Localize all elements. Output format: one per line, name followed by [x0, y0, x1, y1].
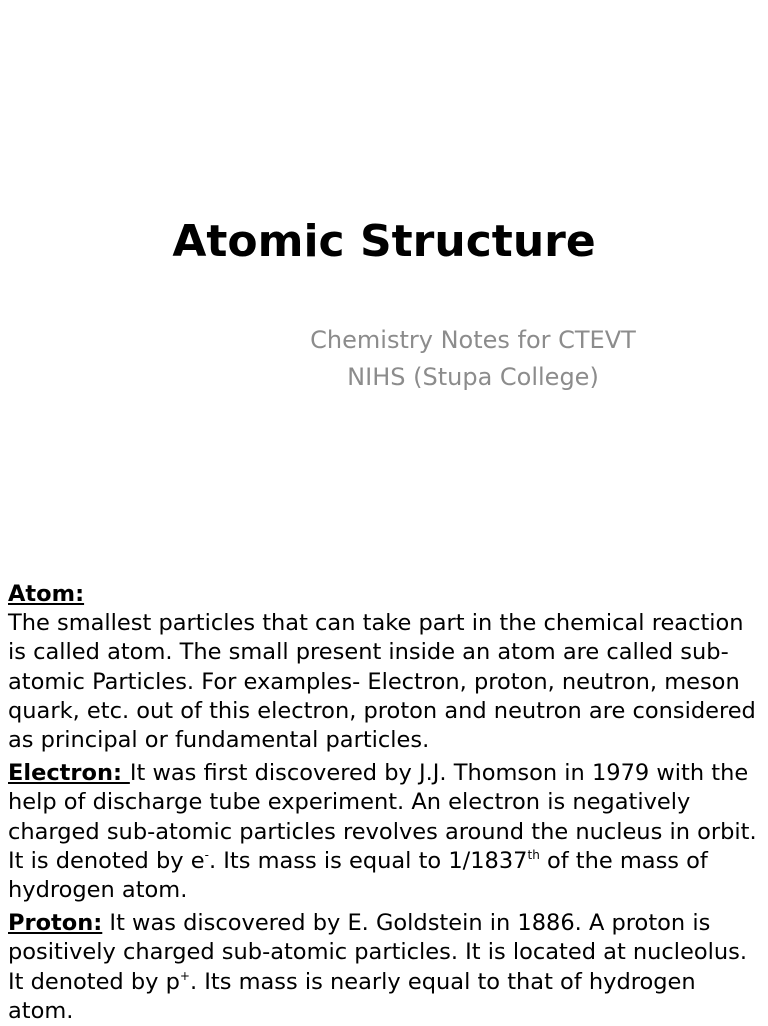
subtitle	[190, 322, 756, 396]
electron-heading: Electron:	[8, 760, 130, 787]
proton-heading: Proton:	[8, 910, 103, 937]
proton-text-part-1: It was discovered by E. Goldstein in 1886. A proton is positively charged sub-atomic particles. It is located at nucleolus. It denoted by p	[8, 910, 748, 995]
electron-text-part-1: It was first discovered by J.J. Thomson in 1979 with the help of discharge tube experiment. An electron is negatively charged sub-atomic particles revolves around the nucleus in orbit. It is denoted by e	[8, 760, 757, 874]
atom-definition: The smallest particles that can take part in the chemical reaction is called atom. The small present inside an atom are called sub-atomic Particles. For examples- Electron, proton, neutron, meson quark, etc. out of this electron, proton and neutron are considered as principal or fundamental particles.	[8, 610, 756, 754]
electron-section	[8, 759, 768, 905]
electron-charge-superscript: -	[204, 847, 209, 862]
page-title: Atomic Structure	[172, 216, 596, 267]
proton-charge-superscript: +	[179, 968, 190, 983]
subtitle-course: Chemistry Notes for CTEVT	[310, 326, 636, 354]
subtitle-institution: NIHS (Stupa College)	[347, 363, 599, 391]
atom-section	[8, 580, 768, 755]
ordinal-superscript: th	[527, 847, 540, 862]
notes-body	[8, 580, 768, 1026]
electron-text-part-3: of the mass of hydrogen atom.	[8, 847, 708, 904]
electron-text-part-2: . Its mass is equal to 1/1837	[208, 847, 528, 874]
proton-text-part-2: . Its mass is nearly equal to that of hydrogen atom.	[8, 968, 696, 1024]
atom-heading: Atom:	[8, 581, 85, 607]
proton-section	[8, 909, 768, 1026]
